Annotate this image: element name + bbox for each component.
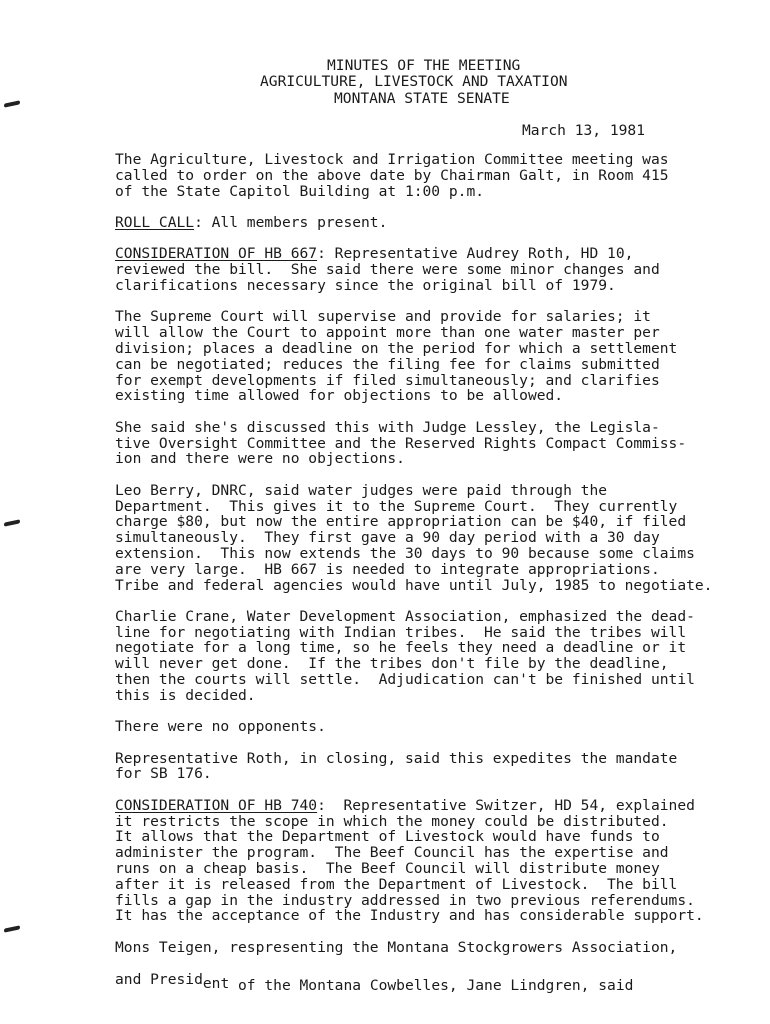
margin-mark [4, 519, 20, 526]
call-to-order-paragraph: The Agriculture, Livestock and Irrigation Committee meeting was called to order on the above date by Chairman Galt, in Room 415 of the State Capitol Building at 1:00 p.m. [115, 151, 669, 200]
leo-berry-paragraph: Leo Berry, DNRC, said water judges were paid through the Department. This gives it to the Supreme Court. They currently charge $80, but now the entire appropriation can be $40, if filed simultaneously. They first gave a 90 day period with a 30 day extension. This now extends the 30 days to 90 because some claims are very large. HB 667 is needed to integrate appropriations. Tribe and federal agencies would have until July, 1985 to negotiate. [115, 481, 713, 594]
hb667-heading: CONSIDERATION OF HB 667 [115, 245, 318, 263]
senate-title: MONTANA STATE SENATE [334, 90, 510, 107]
supreme-court-paragraph: The Supreme Court will supervise and provide for salaries; it will allow the Court to appoint more than one water master per division; places a deadline on the period for which a settlement can be negotiated; reduces the filing fee for claims submitted for exempt developments if filed simultaneously; and clarifies existing time allowed for objections to be allowed. [115, 308, 678, 405]
margin-mark [4, 925, 20, 932]
charlie-crane-paragraph: Charlie Crane, Water Development Association, emphasized the dead- line for negotiating with Indian tribes. He said the tribes will negotiate for a long time, so he feels they need a deadline or it will never get done. If the tribes don't file by the deadline, then the courts will settle. Adjudication can't be finished until this is decided. [115, 607, 695, 704]
hb667-text: : Representative Audrey Roth, HD 10, reviewed the bill. She said there were some minor changes and clarifications necessary since the original bill of 1979. [115, 245, 660, 294]
roll-call-heading: ROLL CALL [115, 213, 195, 231]
roll-call-text: : All members present. [194, 213, 388, 231]
no-opponents-paragraph: There were no opponents. [115, 718, 326, 736]
minutes-body [115, 152, 765, 971]
margin-mark [4, 100, 20, 107]
roth-closing-paragraph: Representative Roth, in closing, said this expedites the mandate for SB 176. [115, 749, 678, 783]
meeting-date: March 13, 1981 [522, 122, 646, 139]
hb740-text: : Representative Switzer, HD 54, explained it restricts the scope in which the money could be distributed. It allows that the Department of Livestock would have funds to administer the program. The Beef Council has the expertise and runs on a cheap basis. The Beef Council will distribute money after it is released from the Department of Livestock. The bill fills a gap in the industry addressed in two previous referendums. It has the acceptance of the Industry and has considerable support. [115, 796, 704, 925]
mons-teigen-paragraph: Mons Teigen, respresenting the Montana Stockgrowers Association, [115, 938, 678, 956]
hb740-heading: CONSIDERATION OF HB 740 [115, 796, 318, 814]
oversight-paragraph: She said she's discussed this with Judge Lessley, the Legisla- tive Oversight Committee and the Reserved Rights Compact Commiss- ion and there were no objections. [115, 418, 687, 468]
roll-call-paragraph [115, 215, 765, 231]
committee-title: AGRICULTURE, LIVESTOCK AND TAXATION [260, 73, 568, 90]
hb667-paragraph [115, 246, 765, 293]
minutes-title: MINUTES OF THE MEETING [327, 57, 521, 74]
final-line: and President of the Montana Cowbelles, Jane Lindgren, said [115, 971, 634, 994]
hb740-paragraph [115, 798, 765, 924]
